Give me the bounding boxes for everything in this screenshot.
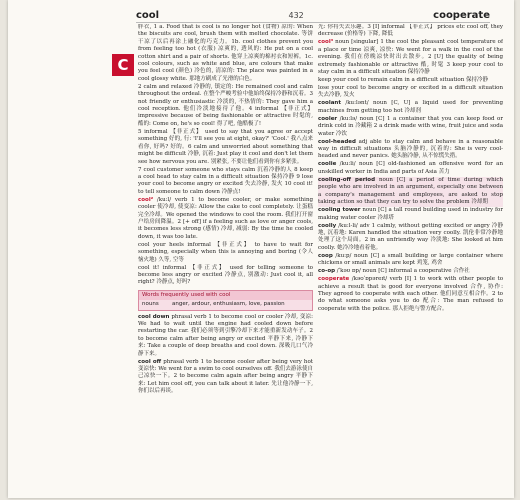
collocation-box-title: Words frequently used with cool bbox=[139, 291, 312, 300]
entry-paragraph: coolie /ku:li/ noun [C] old-fashioned an offensive word for an unskilled worker in India and parts of Asia 苦力 bbox=[318, 161, 503, 175]
running-header bbox=[136, 8, 490, 23]
entry-paragraph: cooling-off period noun [C] a period of time during which people who are involved in an argument, especially one between a company's management and employees, are asked to stop taking action so that they can try to solve the problem 冷却期 bbox=[318, 176, 503, 206]
header-left-guideword: cool bbox=[136, 9, 160, 21]
entry-paragraph: cool it! informal 【非正式】 used for telling someone to become less angry or excited 冷静点, 别激动: Just cool it, all right? 冷静点, 好吗? bbox=[138, 264, 313, 286]
entry-paragraph: cool³ noun [singular] 1 the cool the pleasant cool temperature of a place or time 凉爽, 凉快: We went for a walk in the cool of the evening. 我们在傍晚凉快时出去散步。2 [U] the quality of being extremely fashionable or attractive 酷, 时髦 3 keep your cool to stay calm in a difficult situation 保持冷静 bbox=[318, 39, 503, 76]
header-right-guideword: cooperate bbox=[433, 9, 490, 21]
headword: cooperate bbox=[318, 276, 350, 283]
entry-paragraph: lose your cool to become angry or excited in a difficult situation 失去冷静, 发火 bbox=[318, 85, 503, 99]
dictionary-page bbox=[8, 0, 514, 498]
entry-paragraph: co-op /ˈkəʊ ɒp/ noun [C] informal a cooperative 合作社 bbox=[318, 268, 470, 275]
headword: co-op bbox=[318, 268, 336, 275]
headword: cooler bbox=[318, 115, 338, 122]
headword: coop bbox=[318, 252, 333, 259]
headword: cool down bbox=[138, 313, 170, 320]
letter-thumb-tab: C bbox=[112, 54, 134, 76]
entry-paragraph: keep your cool to remain calm in a difficult situation 保持冷静 bbox=[318, 77, 488, 84]
collocation-row bbox=[139, 300, 312, 309]
entry-paragraph: cool² /ku:l/ verb 1 to become cooler, or make something cooler 使冷却, 使变凉: Allow the cake to cool completely. 让蛋糕完全冷却。We opened the windows to cool the room. 我们打开窗户给房间降温。2 [+ off] if a feeling such as love or anger cools, it becomes less strong (感情) 冷却, 减弱: By the time he cooled down, it was too late. bbox=[138, 196, 313, 240]
entry-paragraph: cool down phrasal verb 1 to become cool or cooler 冷却, 变凉: We had to wait until the engine had cooled down before restarting the car. 我们必须等到引擎冷却下来才能重新发动车子。2 to become calm after being angry or excited 平静下来, 冷静下来: Take a couple of deep breaths and cool down. 深吸几口气冷静下来。 bbox=[138, 313, 313, 357]
headword: cooling tower bbox=[318, 207, 361, 214]
entry-paragraph: cooling tower noun [C] a tall round building used in industry for making water cooler 冷却塔 bbox=[318, 207, 503, 221]
entry-paragraph: coop /ku:p/ noun [C] a small building or large container where chickens or small animals are kept 鸡笼, 鸡舍 bbox=[318, 252, 503, 267]
entry-paragraph: 胖衣, 1 a. Food that is cool is no longer hot (食物) 凉的: When the biscuits are cool, brush them with melted chocolate. 等饼干凉了以后再涂上融化的巧克力。1b. cool clothes prevent you from feeling too hot (衣服) 凉爽的, 透风的: He put on a cool cotton shirt and a pair of shorts. 他穿上凉爽的棉衬衣和短裤。1c. cool colours, such as white and blue, are colours that make you feel cool (颜色) 冷色的, 清凉的: The place was painted in a cool glossy white. 那地方刷成了光滑的白色。 bbox=[138, 24, 313, 82]
left-column bbox=[138, 24, 313, 486]
collocation-values: anger, ardour, enthusiasm, love, passion bbox=[172, 301, 285, 308]
entry-paragraph: coolly /ku:l-li/ adv 1 calmly, without getting excited or angry 冷静地, 沉着地: Karen handled the situation very coolly. 凯伦非常冷静地处理了这个局面。2 in an unfriendly way 冷淡地: She looked at him coolly. 她冷冷地看着他。 bbox=[318, 222, 503, 251]
entry-paragraph: coolant /ku:lənt/ noun [C, U] a liquid used for preventing machines from getting too hot 冷却剂 bbox=[318, 100, 503, 114]
right-column bbox=[318, 24, 503, 486]
headword: cool off bbox=[138, 358, 162, 365]
entry-paragraph: cool-headed adj able to stay calm and behave in a reasonable way in difficult situations 头脑冷静的, 沉着的: She is very cool-headed and never panics. 她头脑冷静, 从不惊慌失措。 bbox=[318, 138, 503, 160]
entry-paragraph: 2 calm and relaxed 冷静的, 镇定的: He remained cool and calm throughout the ordeal. 在整个严峻考验中他始终保持冷静和沉着。3 not friendly or enthusiastic 冷淡的, 不热情的: They gave him a cool reception. 他们冷淡地接待了他。4 informal 【非正式】 impressive because of being fashionable or attractive 时髦的, 酷的: Come on, he's so cool! 得了吧, 他酷极了! bbox=[138, 83, 313, 127]
entry-paragraph: 5 informal 【非正式】 used to say that you agree or accept something 好的, 行: 'I'll see you at eight, okay?' 'Cool.' 我八点来看你, 好吗? 好的。6 calm and unworried about something that might be difficult 冷静, 沉着: Just play it cool and don't let them see how nervous you are. 别紧张, 不要让他们看到你有多紧张。 bbox=[138, 128, 313, 165]
collocation-box bbox=[138, 290, 313, 311]
headword: cool³ bbox=[318, 39, 334, 46]
page-number: 432 bbox=[288, 10, 304, 20]
headword: cooling-off period bbox=[318, 176, 376, 183]
collocation-key: nouns bbox=[142, 301, 159, 308]
headword: cool² bbox=[138, 196, 154, 203]
entry-paragraph: 光: 你将失去乐趣。3 [I] informal 【非正式】 prices etc cool off, they decrease (价格等) 下降, 降低 bbox=[318, 24, 503, 38]
entry-paragraph: cool your heels informal 【非正式】 to have to wait for something, especially when this is annoying and boring (令人恼火地) 久等, 空等 bbox=[138, 241, 313, 263]
headword: coolly bbox=[318, 222, 337, 229]
headword: coolie bbox=[318, 161, 337, 168]
headword: coolant bbox=[318, 100, 341, 107]
entry-paragraph: 7 cool customer someone who stays calm 沉着冷静的人 8 keep a cool head to stay calm in a difficult situation 保持冷静 9 lose your cool to become angry or excited 失去冷静, 发火 10 cool it! to tell someone to calm down 冷静点! bbox=[138, 166, 313, 195]
entry-paragraph: cooler /ku:lə/ noun [C] 1 a container that you can keep food or drink cold in 冷藏箱 2 a drink made with wine, fruit juice and soda water 冷饮 bbox=[318, 115, 503, 137]
entry-paragraph: cool off phrasal verb 1 to become cooler after being very hot 变凉快: We went for a swim to cool ourselves off. 我们去游泳使自己凉快一下。2 to become calm again after being angry 平静下来: Let him cool off, you can talk about it later. 先让他冷静一下, 你们以后再谈。 bbox=[138, 358, 313, 395]
headword: cool-headed bbox=[318, 138, 356, 145]
entry-paragraph: cooperate /kəʊˈɒpəreɪt/ verb [I] 1 to work with other people to achieve a result that is good for everyone involved 合作, 协作: They agreed to cooperate with each other. 他们同意互相合作。2 to do what someone asks you to do 配合: The man refused to cooperate with the police. 那人拒绝与警方配合。 bbox=[318, 276, 503, 312]
